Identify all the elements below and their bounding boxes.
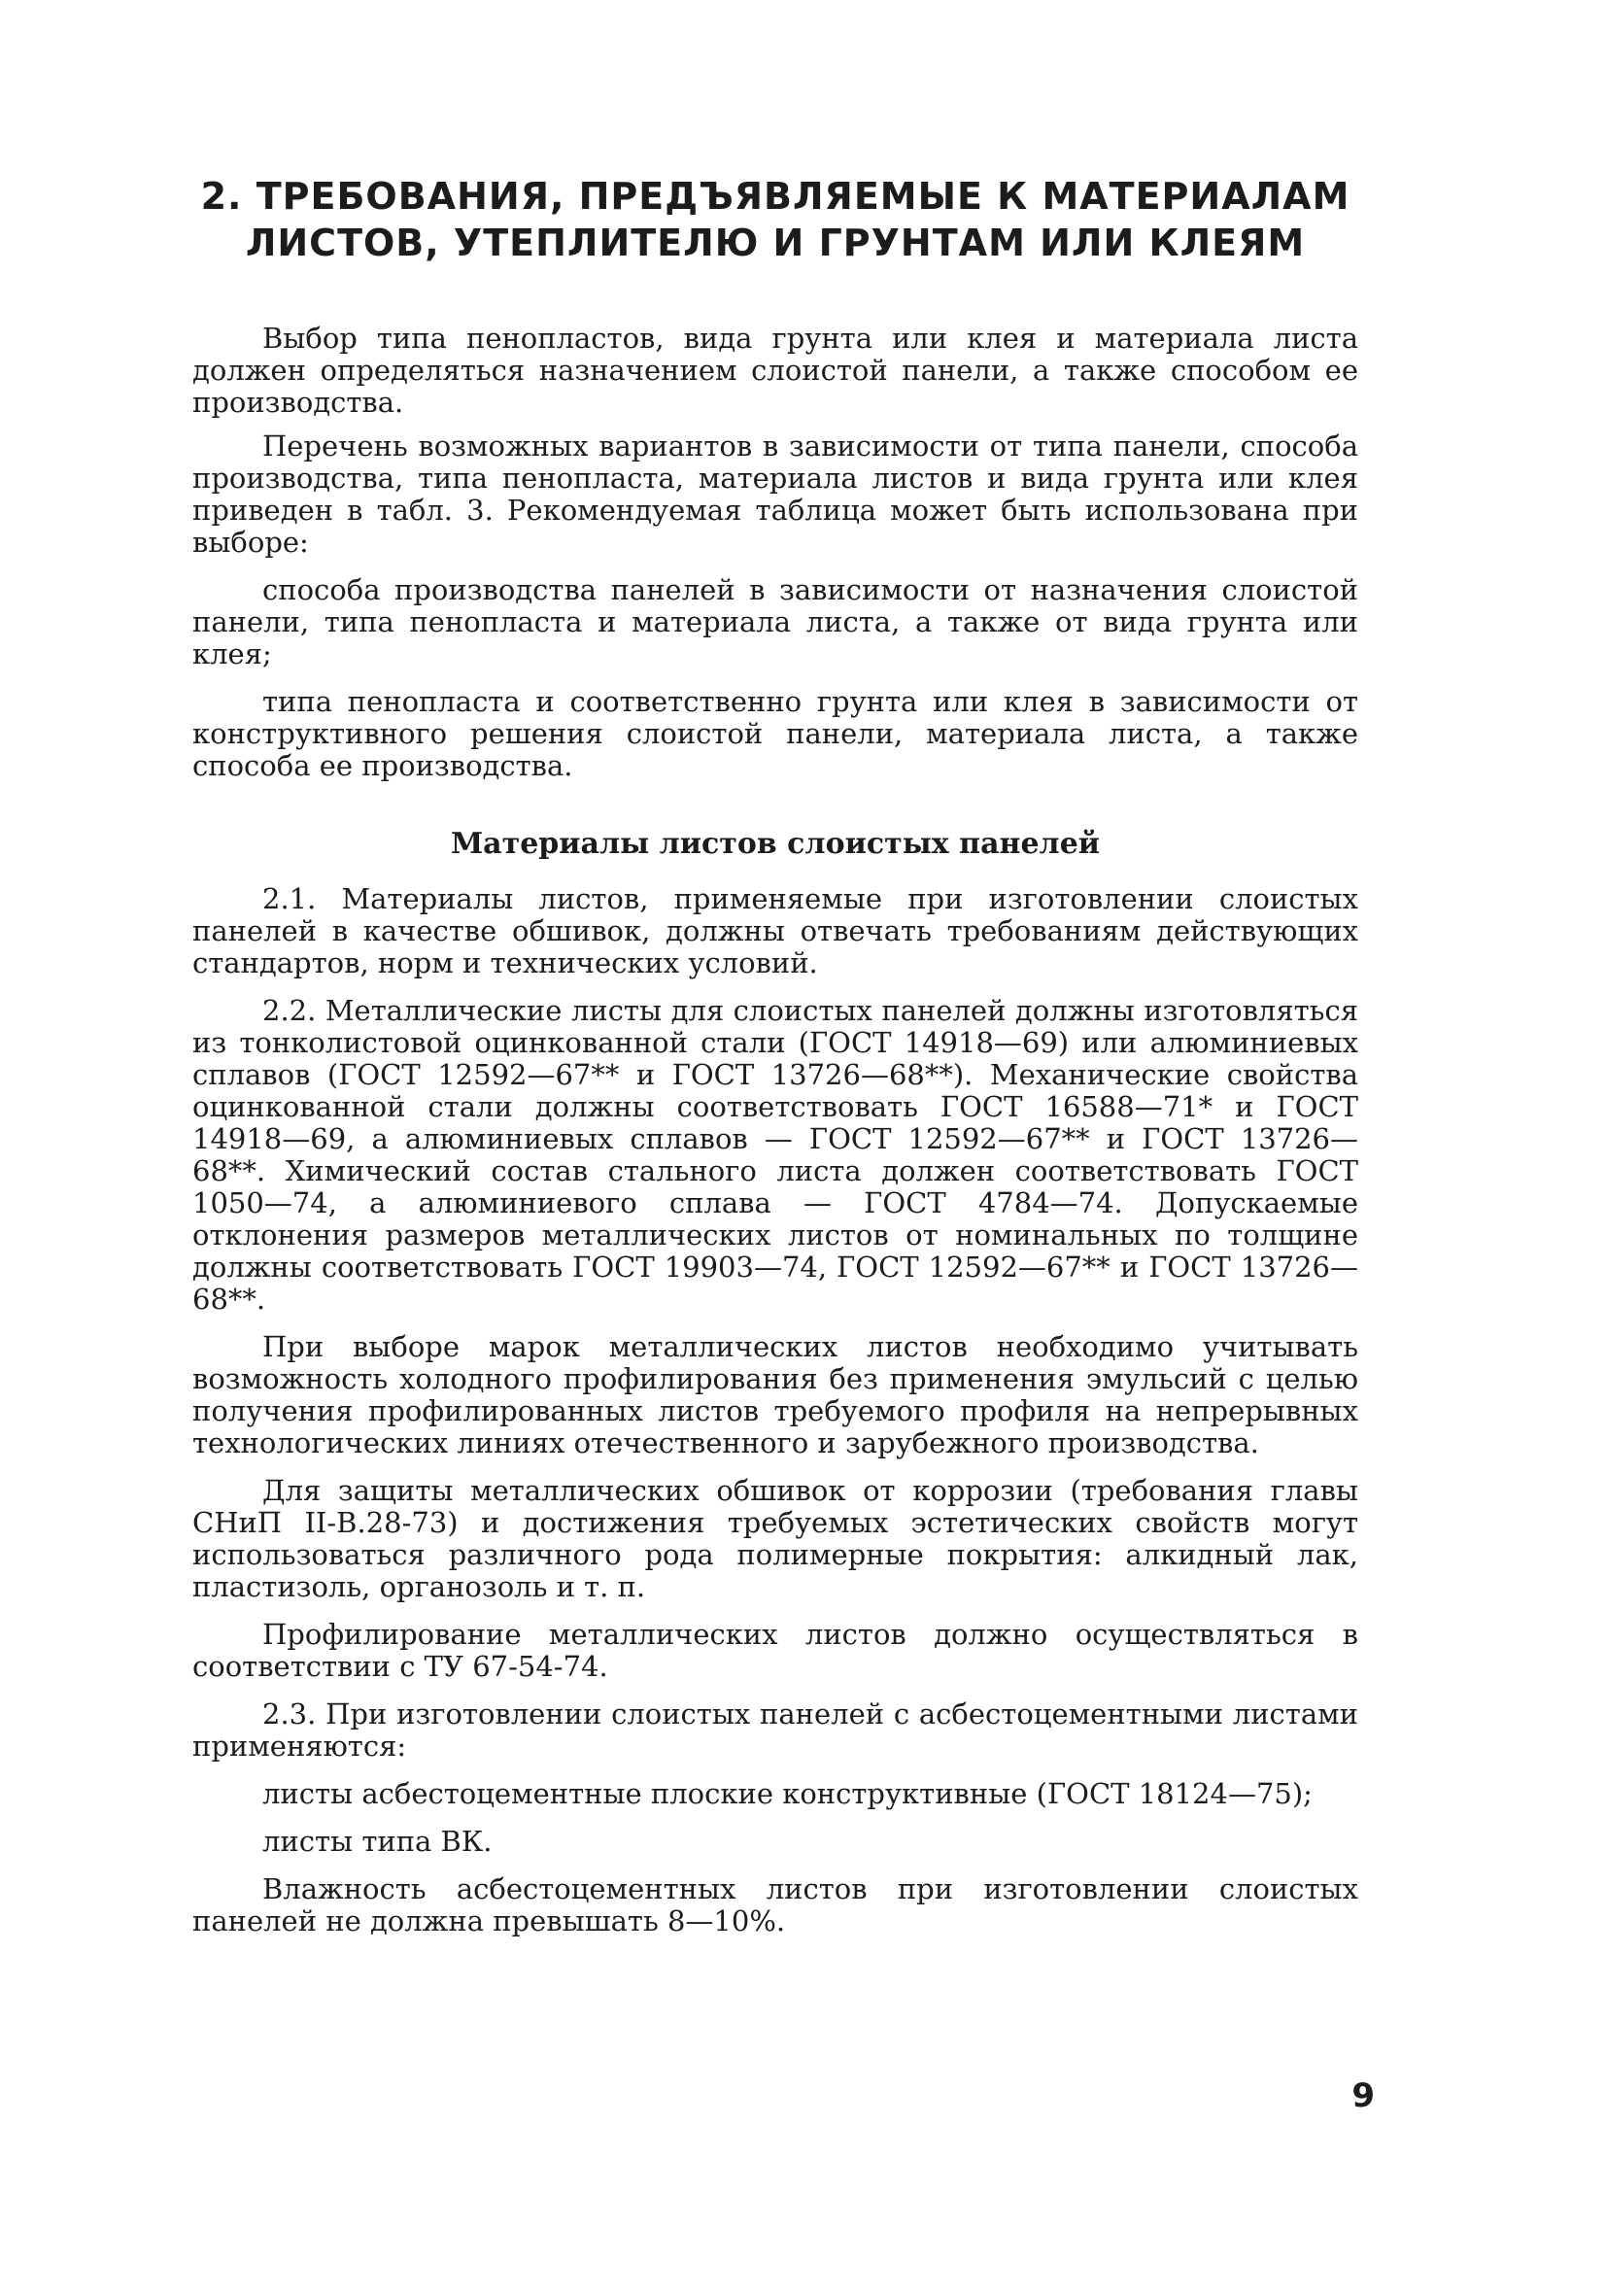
clause-2-3: 2.3. При изготовлении слоистых панелей с асбестоцементными листами применяются: [192, 1697, 1358, 1763]
paragraph-moisture: Влажность асбестоцементных листов при изготовлении слоистых панелей не должна превышать 8—10%. [192, 1872, 1358, 1937]
intro-paragraph-4: типа пенопласта и соответственно грунта или клея в зависимости от конструктивного решения слоистой панели, материала листа, а также способа ее производства. [192, 685, 1358, 782]
list-item-vk-sheets: листы типа ВК. [262, 1825, 493, 1858]
list-item-flat-sheets: листы асбестоцементные плоские конструктивные (ГОСТ 18124—75); [262, 1777, 1313, 1810]
subsection-heading: Материалы листов слоистых панелей [450, 827, 1101, 861]
clause-2-1: 2.1. Материалы листов, применяемые при изготовлении слоистых панелей в качестве обшивок, должны отвечать требованиям действующих стандартов, норм и технических условий. [192, 882, 1358, 979]
section-title-line-1: 2. ТРЕБОВАНИЯ, ПРЕДЪЯВЛЯЕМЫЕ К МАТЕРИАЛАМ [200, 175, 1350, 218]
intro-paragraph-1: Выбор типа пенопластов, вида грунта или клея и материала листа должен определяться назначением слоистой панели, а также способом ее производства. [192, 322, 1358, 419]
intro-paragraph-3: способа производства панелей в зависимости от назначения слоистой панели, типа пенопласта и материала листа, а также от вида грунта или клея; [192, 573, 1358, 670]
intro-paragraph-2: Перечень возможных вариантов в зависимости от типа панели, способа производства, типа пенопласта, материала листов и вида грунта или клея приведен в табл. 3. Рекомендуемая таблица может быть использована при выборе: [192, 429, 1358, 559]
section-title-line-2: ЛИСТОВ, УТЕПЛИТЕЛЮ И ГРУНТАМ ИЛИ КЛЕЯМ [245, 222, 1306, 264]
page-content [192, 173, 1358, 1949]
paragraph-profiling-tu: Профилирование металлических листов должно осуществляться в соответствии с ТУ 67-54-74. [192, 1618, 1358, 1683]
page-number: 9 [1351, 2076, 1375, 2115]
paragraph-corrosion-protection: Для защиты металлических обшивок от коррозии (требования главы СНиП II-В.28-73) и достижения требуемых эстетических свойств могут использоваться различного рода полимерные покрытия: алкидный лак, пластизоль, органозоль и т. п. [192, 1474, 1358, 1603]
clause-2-2: 2.2. Металлические листы для слоистых панелей должны изготовляться из тонколистовой оцинкованной стали (ГОСТ 14918—69) или алюминиевых сплавов (ГОСТ 12592—67** и ГОСТ 13726—68**). Механические свойства оцинкованной стали должны соответствовать ГОСТ 16588—71* и ГОСТ 14918—69, а алюминиевых сплавов — ГОСТ 12592—67** и ГОСТ 13726—68**. Химический состав стального листа должен соответствовать ГОСТ 1050—74, а алюминиевого сплава — ГОСТ 4784—74. Допускаемые отклонения размеров металлических листов от номинальных по толщине должны соответствовать ГОСТ 19903—74, ГОСТ 12592—67** и ГОСТ 13726—68**. [192, 994, 1358, 1316]
paragraph-profiling-selection: При выборе марок металлических листов необходимо учитывать возможность холодного профилирования без применения эмульсий с целью получения профилированных листов требуемого профиля на непрерывных технологических линиях отечественного и зарубежного производства. [192, 1330, 1358, 1459]
section-title [192, 173, 1358, 266]
